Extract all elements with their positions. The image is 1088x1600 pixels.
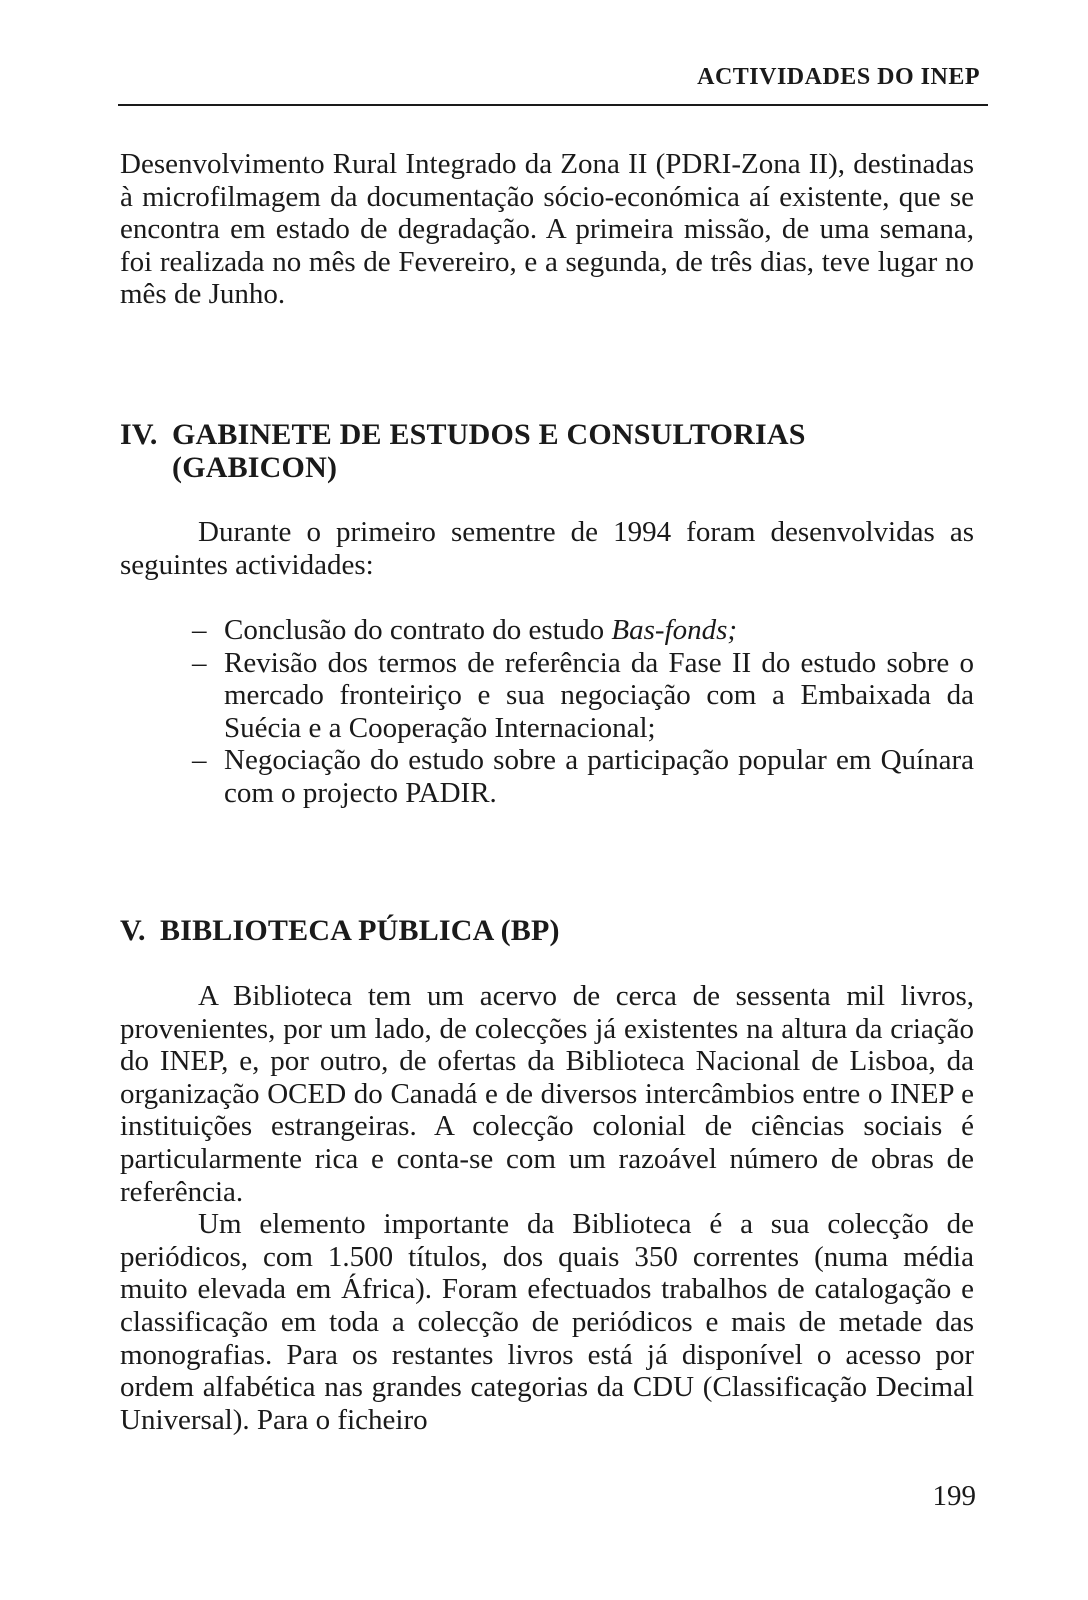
section-iv-paragraph-block	[120, 516, 974, 581]
page-number: 199	[932, 1480, 976, 1512]
section-iv-number: IV.	[120, 418, 158, 451]
section-v-number: V.	[120, 914, 146, 947]
header-rule	[118, 104, 988, 106]
list-dash: –	[192, 614, 207, 646]
list-item-text: Conclusão do contrato do estudo	[224, 614, 612, 646]
list-item	[192, 647, 974, 745]
section-iv-activity-list	[192, 614, 974, 810]
list-item-italic: Bas-fonds;	[611, 614, 738, 646]
running-header: ACTIVIDADES DO INEP	[697, 64, 980, 90]
list-item-text: Negociação do estudo sobre a participação popular em Quínara com o projecto PADIR.	[224, 744, 974, 809]
section-v-text-block	[120, 980, 974, 1436]
list-item	[192, 744, 974, 809]
section-iv-title-line1: GABINETE DE ESTUDOS E CONSULTORIAS	[172, 418, 806, 451]
section-v-heading	[120, 914, 974, 947]
intro-paragraph-block	[120, 148, 974, 311]
intro-paragraph: Desenvolvimento Rural Integrado da Zona II (PDRI-Zona II), destinadas à microfilmagem da documentação sócio-económica aí existente, que se encontra em estado de degradação. A primeira missão, de uma semana, foi realizada no mês de Fevereiro, e a segunda, de três dias, teve lugar no mês de Junho.	[120, 148, 974, 311]
list-item	[192, 614, 974, 647]
section-iv-title-line2: (GABICON)	[172, 451, 338, 484]
section-v-title: BIBLIOTECA PÚBLICA (BP)	[160, 914, 560, 947]
section-v-paragraph-2: Um elemento importante da Biblioteca é a sua colecção de periódicos, com 1.500 títulos, dos quais 350 correntes (numa média muito elevada em África). Foram efectuados trabalhos de catalogação e classificação em toda a colecção de periódicos e mais de metade das monografias. Para os restantes livros está já disponível o acesso por ordem alfabética nas grandes categorias da CDU (Classificação Decimal Universal). Para o ficheiro	[120, 1208, 974, 1436]
section-v-paragraph-1: A Biblioteca tem um acervo de cerca de sessenta mil livros, provenientes, por um lado, de colecções já existentes na altura da criação do INEP, e, por outro, de ofertas da Biblioteca Nacional de Lisboa, da organização OCED do Canadá e de diversos intercâmbios entre o INEP e instituições estrangeiras. A colecção colonial de ciências sociais é particularmente rica e conta-se com um razoável número de obras de referência.	[120, 980, 974, 1208]
list-dash: –	[192, 744, 207, 777]
section-iv-heading	[120, 418, 974, 484]
list-item-text: Revisão dos termos de referência da Fase II do estudo sobre o mercado fronteiriço e sua negociação com a Embaixada da Suécia e a Cooperação Internacional;	[224, 646, 974, 744]
list-dash: –	[192, 646, 207, 679]
section-iv-paragraph: Durante o primeiro sementre de 1994 foram desenvolvidas as seguintes actividades:	[120, 516, 974, 581]
